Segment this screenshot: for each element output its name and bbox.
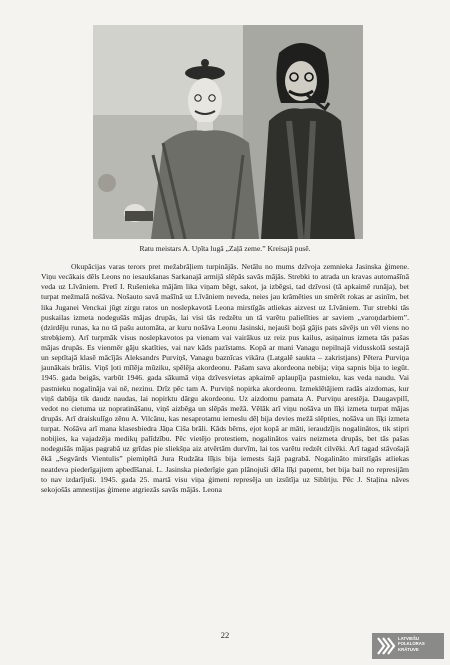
logo-text — [398, 636, 446, 652]
body-paragraph: Okupācijas varas terors pret mežabrāļiem turpinājās. Netālu no mums dzīvoja zemnieka Jasinska ģimene. Viņu vecākais dēls Leons no iesaukšanas Sarkanajā armijā slēpās savās mājās. Strebki to atrada un kravas automašīnā veda uz Līvāniem. Pretī I. Rušenieka mājām lika viņam bēgt, sakot, ja izbēgsi, tad dzīvosi (tā apkaimē runāja), bet turpat mežmalā nošāva. Nošauto savā mašīnā uz Līvāniem neveda, neies jau krāmēties un smērēt rokas ar asinīm, bet lika Juganei Venckai jūgt zirgu ratos un noslepkavotā Leona mirstīgās atliekas aizvest uz Līvāniem. Tur strebki tās puskailas izmeta nodegušās mājas drupās, lai visi tās redzētu un tā varētu palielīties ar saviem „varoņdarbiem”. (dzirdēju runas, ka no tā pašu automāta, ar kuru nošāva Leonu Jasinski, nejauši bojā gājis pats sāvējs un vēl viens no strebķiem). Arī turpmāk visus noslepkavotos pa vienam vai vairākus uz reiz pus kailus, asiņainus izmeta tās pašas mājas drupās. Es vienmēr gāju skatīties, vai nav kāds pazīstams. Kopā ar mani Vanagu nepilnajā vidusskolā sestajā un septītajā klasē mācījās Aleksandrs Purviņš, Vanagu baznīcas vikāra (Latgalē saukta – zakristjans) Pētera Purviņa jaunākais brālis. Viņš ļoti mīlēja mūziku, spēlēja akordeonu. Pašam sava akordeona nebija; viņa sapnis bija to iegūt. 1945. gada beigās, varbūt 1946. gada sākumā viņa dzīvesvietas apkaimē aplaupīja pastnieku, kas veda naudu. Vai pastnieku nogalināja vai nē, nezinu. Drīz pēc tam A. Purviņš nopirka akordeonu. Izmeklētājiem radās aizdomas, kur viņš dabūja tik daudz naudas, lai nopirktu dārgu akordeonu. Uz aizdomu pamata A. Purviņu arestēja. Daugavpilī, vedot no cietuma uz nopratināšanu, viņš aizbēga un slēpās mežā. Vēlāk arī viņu nošāva un līķi izmeta turpat mājas drupās. Arī draiskulīgo zēnu A. Vilcānu, kas nesaprotamu iemeslu dēļ bija devies mežā slēpties, nošāva un līķi izmeta turpat. Nošāva arī mana klasesbiedra Jāņa Ciša brāli. Kāds bērns, ejot kopā ar māti, ieraudzījis nogalinātos, tik stipri nobijies, ka vajadzēja medikų palīdzību. Pēc vietējo protestiem, nogalinātos vairs neizmeta drupās, bet tās pašas nodegušās mājas pagrabā uz grīdas pie sliekšņa aiz atvērtām durvīm, lai tos varētu redzēt cilvēki. Arī tagad stāvošajā ēkā „Segvārds Vientulis” piemiņētā Jura Rudzāta līķis bija iemests šajā pagrabā. Nogalināto mirstīgās atliekas neatdeva piederīgajiem apbedīšanai. L. Jasinska piederīgie gan plānojuši dēla līķi paņemt, bet bija bail no represijām to nav izdarījuši. 1945. gada 25. martā visu viņa ģimeni represēja un izsūtīja uz Sibīriju. Pēc J. Staļina nāves sekojošās amnestijas ģimene atgriezās savās mājās. Leona — [41, 262, 409, 494]
logo-line-2: FOLKLORAS — [398, 641, 425, 647]
historical-photo — [93, 25, 363, 239]
logo-line-1: LATVIEŠU — [398, 636, 419, 641]
body-text — [41, 262, 409, 495]
page-number: 22 — [220, 630, 230, 640]
photo-illustration — [93, 25, 363, 239]
logo-line-3: KRĀTUVE — [398, 646, 419, 652]
photo-caption: Ratu meistars A. Upīta lugā „Zaļā zeme.” Kreisajā pusē. — [139, 244, 311, 253]
